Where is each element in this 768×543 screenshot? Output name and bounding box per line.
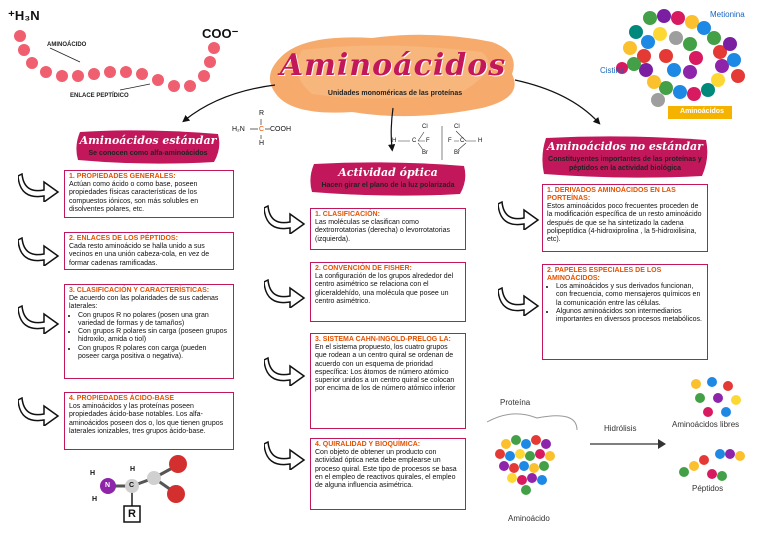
curved-arrow-icon bbox=[264, 274, 306, 308]
chiral-cl-2: Cl bbox=[454, 124, 460, 130]
box-heading: 2. ENLACES DE LOS PÉPTIDOS: bbox=[69, 235, 178, 242]
chiral-f-2: F bbox=[448, 138, 452, 144]
curved-arrow-icon bbox=[264, 200, 306, 234]
peptidos-label: Péptidos bbox=[692, 484, 724, 493]
metionina-label: Metionina bbox=[710, 10, 745, 19]
chiral-c-1: C bbox=[412, 138, 417, 144]
box-clasificacion-caracteristicas bbox=[64, 284, 234, 379]
molecule-h-3: H bbox=[130, 466, 136, 473]
curved-arrow-icon bbox=[498, 282, 540, 316]
curved-arrow-icon bbox=[264, 352, 306, 386]
molecule-c: C bbox=[129, 482, 135, 489]
banner-actividad-optica bbox=[308, 160, 468, 198]
list-item: • Con grupos R no polares (posen una gran variedad de formas y de tamaños) bbox=[78, 312, 229, 329]
aminoacido-label: AMINOÁCIDO bbox=[47, 42, 87, 48]
formula-r: R bbox=[259, 110, 265, 117]
list-item: • Con grupos R polares sin carga (poseen grupos hidroxilo, amida o tiol) bbox=[78, 328, 229, 345]
molecule-h-1: H bbox=[90, 470, 96, 477]
box-text: Las moléculas se clasifican como dextrorrotatorias (derecha) o levorrotatorias (izquierda). bbox=[315, 219, 451, 243]
chiral-br-1: Br bbox=[422, 150, 428, 156]
box-heading: 4. QUIRALIDAD Y BIOQUÍMICA: bbox=[315, 441, 421, 448]
box-heading: 2. CONVENCIÓN DE FISHER: bbox=[315, 265, 412, 272]
formula-cooh: COOH bbox=[270, 126, 291, 133]
chiral-cl-1: Cl bbox=[422, 124, 428, 130]
box-heading: 1. DERIVADOS AMINOÁCIDOS EN LAS PORTEÍNAS: bbox=[547, 187, 676, 202]
protein-cluster-illustration bbox=[482, 410, 582, 510]
box-text: Los aminoácidos y las proteínas poseen propiedades ácido-base notables. Los alfa-aminoácidos poseen dos o, los que tienen grupos laterales ionizables, tres grupos ácido-base. bbox=[69, 403, 224, 435]
aminoacido-bottom-label: Aminoácido bbox=[508, 514, 550, 523]
curved-arrow-icon bbox=[498, 196, 540, 230]
aminoacidos-tag: Aminoácidos bbox=[680, 108, 724, 115]
enlace-peptidico-label: ENLACE PEPTÍDICO bbox=[70, 93, 129, 99]
page-title: Aminoácidos bbox=[279, 48, 507, 83]
curved-arrow-icon bbox=[18, 232, 60, 266]
chiral-f-1: F bbox=[426, 138, 430, 144]
formula-h: H bbox=[259, 140, 265, 147]
banner-subtitle: Se conocen como alfa-aminoácidos bbox=[88, 150, 208, 157]
cistina-label: Cistina bbox=[600, 66, 625, 75]
box-derivados-aminoacidos bbox=[542, 184, 708, 252]
box-clasificacion bbox=[310, 208, 466, 250]
banner-title: Aminoácidos no estándar bbox=[547, 140, 703, 153]
banner-subtitle: Constituyentes importantes de las proteínas y péptidos en la actividad biológica bbox=[548, 156, 702, 172]
box-heading: 2. PAPELES ESPECIALES DE LOS AMINOÁCIDOS: bbox=[547, 267, 662, 282]
box-convencion-fisher bbox=[310, 262, 466, 322]
box-text: Con objeto de obtener un producto con actividad óptica neta debe emplearse un proceso quiral. Este tipo de procesos se basa en el empleo de reactivos quirales, el empleo de alguna influencia asimétrica. bbox=[315, 449, 457, 490]
box-text: La configuración de los grupos alrededor del centro asimétrico se relaciona con el gliceraldehído, una molécula que posee un centro asimétrico. bbox=[315, 273, 454, 305]
banner-subtitle: Hacen girar el plano de la luz polarizada bbox=[321, 182, 455, 189]
box-quiralidad-bioquimica bbox=[310, 438, 466, 510]
curved-arrow-icon bbox=[264, 436, 306, 470]
box-text: Estos aminoácidos poco frecuentes proceden de la modificación específica de un resto aminoácido después de que se ha sintetizado la cadena polipeptídica (4-hidroxiprolina , la 5-hidroxilisina, etc). bbox=[547, 203, 702, 244]
banner-aminoacidos-estandar bbox=[74, 128, 222, 166]
proteina-label: Proteína bbox=[500, 398, 531, 407]
molecule-h-2: H bbox=[92, 496, 98, 503]
box-text: En el sistema propuesto, los cuatro grupos que rodean a un centro quiral se ordenan de acuerdo con un esquema de prioridad específica: Los átomos de número atómico superior unidos a un centro quiral se colocan por encima de los de número atómico inferior bbox=[315, 344, 456, 393]
box-propiedades-generales bbox=[64, 170, 234, 218]
box-text: De acuerdo con las polaridades de sus cadenas laterales: bbox=[69, 295, 219, 311]
coo-label: COO⁻ bbox=[202, 26, 239, 41]
box-heading: 1. CLASIFICACIÓN: bbox=[315, 211, 380, 218]
box-sistema-cahn-ingold-prelog bbox=[310, 333, 466, 429]
curved-arrow-icon bbox=[18, 168, 60, 202]
molecule-r: R bbox=[128, 508, 136, 520]
list-item: • Algunos aminoácidos son intermediarios importantes en diversos procesos metabólicos. bbox=[556, 308, 703, 325]
box-propiedades-acido-base bbox=[64, 392, 234, 450]
chiral-c-2: C bbox=[460, 138, 465, 144]
formula-c: C bbox=[259, 126, 265, 133]
curved-arrow-icon bbox=[18, 300, 60, 334]
box-heading: 3. SISTEMA CAHN-INGOLD-PRELOG LA: bbox=[315, 336, 451, 343]
chiral-h-1: H bbox=[392, 138, 397, 144]
box-heading: 3. CLASIFICACIÓN Y CARACTERÍSTICAS: bbox=[69, 287, 210, 294]
hidrolisis-label: Hidrólisis bbox=[604, 424, 637, 433]
chiral-h-2: H bbox=[478, 138, 483, 144]
list-item: • Los aminoácidos y sus derivados funcionan, con frecuencia, como mensajeros químicos en la comunicación entre las células. bbox=[556, 283, 703, 308]
molecule-n: N bbox=[105, 482, 111, 489]
box-text: Actúan como ácido o como base, poseen propiedades físicas características de los compuestos iónicos, son más solubles en disolventes polares, etc. bbox=[69, 181, 199, 213]
aminoacidos-libres-label: Aminoácidos libres bbox=[672, 420, 740, 429]
box-heading: 1. PROPIEDADES GENERALES: bbox=[69, 173, 176, 180]
h3n-label: ⁺H₃N bbox=[8, 8, 40, 23]
page-subtitle: Unidades monoméricas de las proteínas bbox=[327, 90, 463, 97]
amino-acid-molecule-illustration bbox=[86, 452, 196, 524]
list-item: • Con grupos R polares con carga (pueden poseer carga positiva o negativa). bbox=[78, 345, 229, 362]
chiral-br-2: Br bbox=[454, 150, 460, 156]
banner-title: Aminoácidos estándar bbox=[79, 134, 217, 147]
hidrolisis-arrow bbox=[588, 434, 668, 454]
box-heading: 4. PROPIEDADES ÁCIDO-BASE bbox=[69, 395, 175, 402]
box-papeles-especiales bbox=[542, 264, 708, 360]
peptides-illustration bbox=[676, 446, 756, 482]
banner-title: Actividad óptica bbox=[338, 166, 438, 179]
banner-aminoacidos-no-estandar bbox=[540, 134, 710, 180]
box-text: Cada resto aminoácido se halla unido a sus vecinos en una unión cabeza-cola, en vez de formar cadenas ramificadas. bbox=[69, 243, 210, 267]
free-amino-acids-illustration bbox=[686, 376, 748, 418]
box-enlaces-peptidos bbox=[64, 232, 234, 270]
formula-h2n: H₂N bbox=[232, 126, 245, 133]
curved-arrow-icon bbox=[18, 392, 60, 426]
